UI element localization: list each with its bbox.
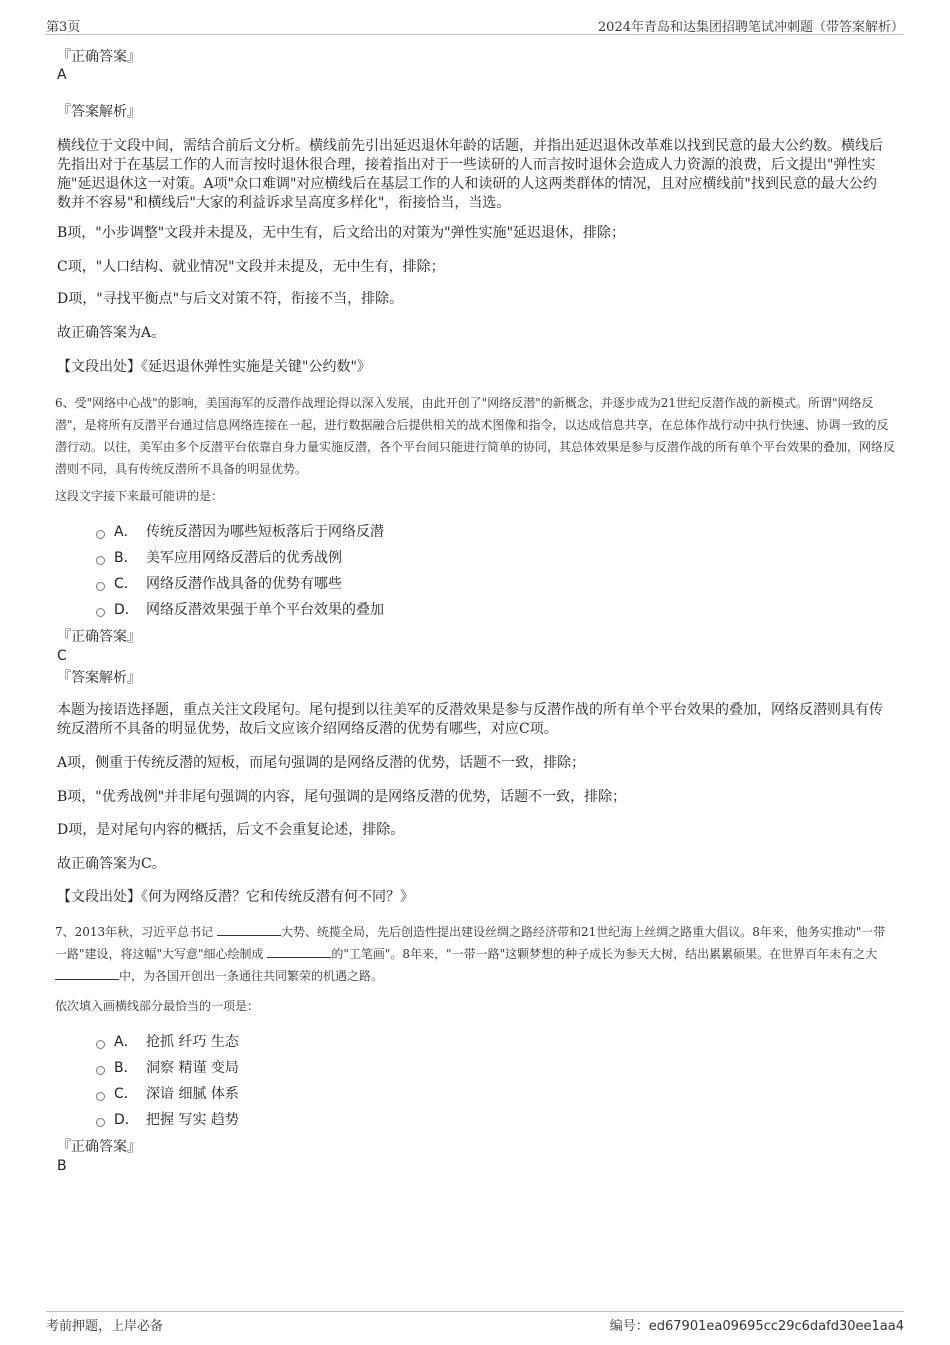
page-header	[46, 14, 904, 35]
radio-button[interactable]	[96, 530, 105, 539]
radio-button[interactable]	[96, 1092, 105, 1101]
analysis-conclusion: 故正确答案为C。	[57, 856, 166, 872]
radio-button[interactable]	[96, 1066, 105, 1075]
question-text: 6、受"网络中心战"的影响，美国海军的反潜作战理论得以深入发展，由此开创了"网络反潜"的新概念，并逐步成为21世纪反潜作战的新模式。所谓"网络反潜"，是将所有反潜平台通过信息网络连接在一起，进行数据融合后提供相关的战术图像和指令，以达成信息共享，在总体作战行动中执行快速、协调一致的反潜行动。以往，美军由多个反潜平台依靠自身力量实施反潜，各个平台间只能进行简单的协同，其总体效果是参与反潜作战的所有单个平台效果的叠加，网络反潜则不同，具有传统反潜所不具备的明显优势。	[55, 396, 896, 476]
fill-blank	[217, 923, 281, 936]
option-d[interactable]: D． 把握 写实 趋势	[96, 1111, 239, 1129]
correct-answer: B	[57, 1158, 67, 1174]
analysis-conclusion: 故正确答案为A。	[57, 325, 166, 341]
analysis-tag: 『答案解析』	[57, 670, 141, 686]
analysis-paragraph: 本题为接语选择题，重点关注文段尾句。尾句提到以往美军的反潜效果是参与反潜作战的所有单个平台效果的叠加，网络反潜则具有传统反潜所不具备的明显优势，故后文应该介绍网络反潜的优势有哪些，对应C项。	[57, 702, 883, 737]
document-code: 编号：ed67901ea09695cc29c6dafd30ee1aa4	[609, 1319, 904, 1334]
option-b[interactable]: B． 洞察 精谨 变局	[96, 1059, 239, 1077]
option-a[interactable]: A． 抢抓 纤巧 生态	[96, 1033, 239, 1051]
answer-tag: 『正确答案』	[57, 49, 141, 65]
text-source: 【文段出处】《延迟退休弹性实施是关键"公约数"》	[57, 359, 371, 375]
correct-answer: C	[57, 648, 67, 664]
radio-button[interactable]	[96, 1118, 105, 1127]
fill-blank	[267, 945, 331, 958]
question-prompt: 依次填入画横线部分最恰当的一项是：	[55, 999, 260, 1013]
analysis-paragraph: 横线位于文段中间，需结合前后文分析。横线前先引出延迟退休年龄的话题，并指出延迟退休改革难以找到民意的最大公约数。横线后先指出对于在基层工作的人而言按时退休很合理，接着指出对于一些读研的人而言按时退休会造成人力资源的浪费，后文提出"弹性实施"延迟退休这一对策。A项"众口难调"对应横线后在基层工作的人和读研的人这两类群体的情况，且对应横线前"找到民意的最大公约数并不容易"和横线后"大家的利益诉求呈高度多样化"，衔接恰当，当选。	[57, 138, 883, 211]
page-number: 第3页	[46, 20, 81, 35]
text-source: 【文段出处】《何为网络反潜？它和传统反潜有何不同？》	[57, 889, 414, 905]
answer-tag: 『正确答案』	[57, 1139, 141, 1155]
footer-slogan: 考前押题，上岸必备	[46, 1319, 164, 1334]
page-footer	[46, 1311, 904, 1336]
option-c[interactable]: C． 深谙 细腻 体系	[96, 1085, 239, 1103]
radio-button[interactable]	[96, 1040, 105, 1049]
analysis-tag: 『答案解析』	[57, 104, 141, 120]
option-d[interactable]: D． 网络反潜效果强于单个平台效果的叠加	[96, 601, 384, 619]
radio-button[interactable]	[96, 556, 105, 565]
analysis-paragraph: B项，"小步调整"文段并未提及，无中生有，后文给出的对策为"弹性实施"延迟退休，排除；	[57, 225, 626, 241]
analysis-paragraph: B项，"优秀战例"并非尾句强调的内容，尾句强调的是网络反潜的优势，话题不一致，排除；	[57, 789, 627, 805]
correct-answer: A	[57, 67, 67, 83]
fill-blank	[55, 967, 119, 980]
radio-button[interactable]	[96, 582, 105, 591]
document-title: 2024年青岛和达集团招聘笔试冲刺题（带答案解析）	[597, 20, 904, 35]
question-prompt: 这段文字接下来最可能讲的是：	[55, 489, 224, 503]
option-b[interactable]: B． 美军应用网络反潜后的优秀战例	[96, 549, 342, 567]
radio-button[interactable]	[96, 608, 105, 617]
answer-tag: 『正确答案』	[57, 629, 141, 645]
analysis-paragraph: D项，"寻找平衡点"与后文对策不符，衔接不当，排除。	[57, 291, 404, 307]
question-text: 7、2013年秋，习近平总书记 大势、统揽全局，先后创造性提出建设丝绸之路经济带和21世纪海上丝绸之路重大倡议。8年来，他务实推动"一带一路"建设，将这幅"大写意"细心绘制成 的"工笔画"。8年来，"一带一路"这颗梦想的种子成长为参天大树，结出累累硕果。在世界百年未有之大 中，为各国开创出一条通往共同繁荣的机遇之路。	[55, 925, 886, 983]
option-a[interactable]: A． 传统反潜因为哪些短板落后于网络反潜	[96, 523, 384, 541]
option-c[interactable]: C． 网络反潜作战具备的优势有哪些	[96, 575, 342, 593]
analysis-paragraph: D项，是对尾句内容的概括，后文不会重复论述，排除。	[57, 822, 405, 838]
analysis-paragraph: A项，侧重于传统反潜的短板，而尾句强调的是网络反潜的优势，话题不一致，排除；	[57, 755, 586, 771]
analysis-paragraph: C项，"人口结构、就业情况"文段并未提及，无中生有，排除；	[57, 259, 445, 275]
